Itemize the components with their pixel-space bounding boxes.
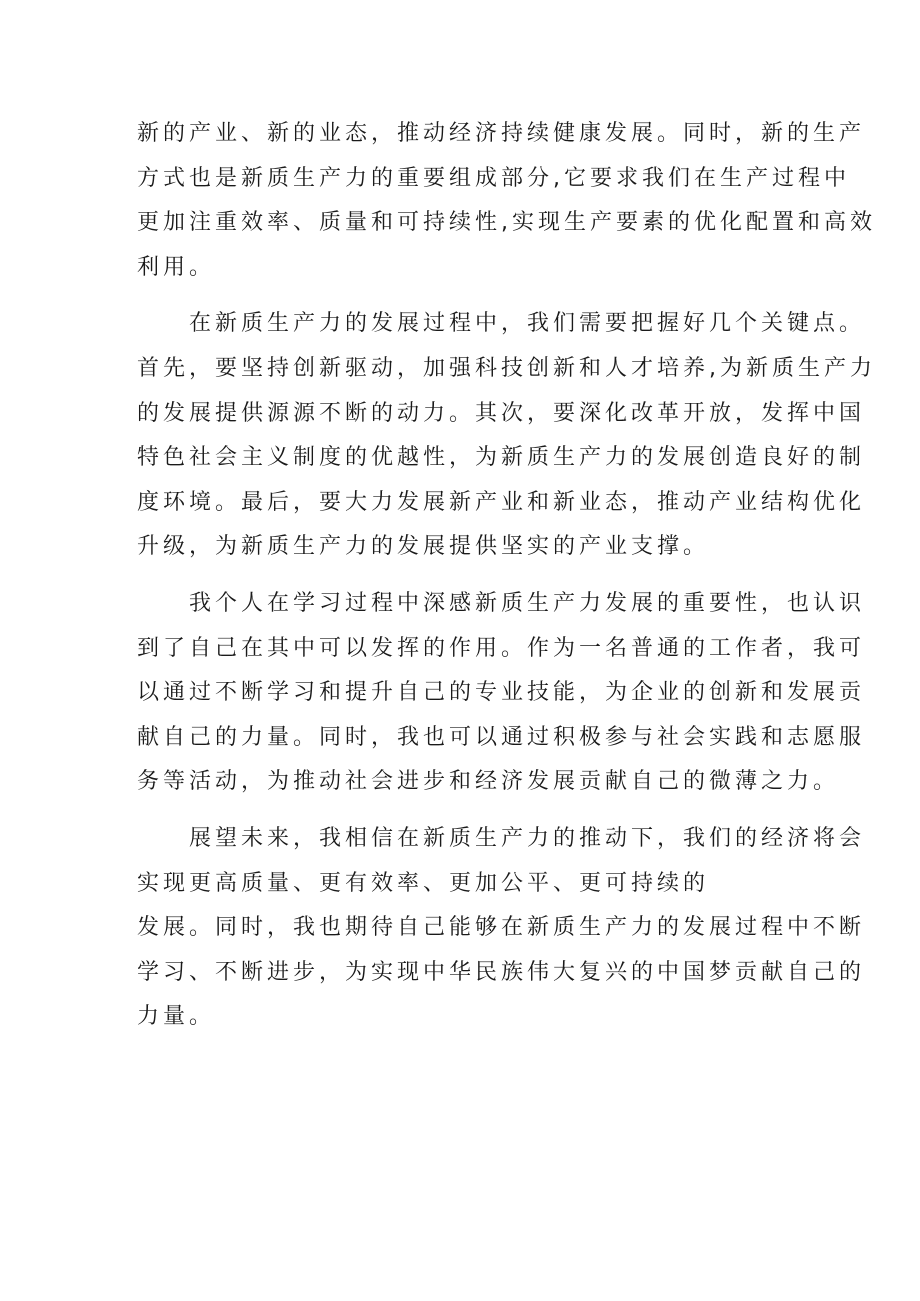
paragraph-2 <box>137 302 876 570</box>
paragraph-line: 首先，要坚持创新驱动，加强科技创新和人才培养,为新质生产力 <box>137 355 876 381</box>
paragraph-spacer <box>137 805 797 817</box>
paragraph-line: 实现更高质量、更有效率、更加公平、更可持续的 <box>137 870 710 896</box>
paragraph-line: 我个人在学习过程中深感新质生产力发展的重要性，也认识 <box>189 590 866 616</box>
paragraph-line: 务等活动，为推动社会进步和经济发展贡献自己的微薄之力。 <box>137 769 840 795</box>
paragraph-line: 发展。同时，我也期待自己能够在新质生产力的发展过程中不断 <box>137 915 866 941</box>
paragraph-line: 特色社会主义制度的优越性，为新质生产力的发展创造良好的制 <box>137 445 866 471</box>
paragraph-line: 更加注重效率、质量和可持续性,实现生产要素的优化配置和高效 <box>137 210 876 236</box>
paragraph-spacer <box>137 570 797 582</box>
paragraph-line: 的发展提供源源不断的动力。其次，要深化改革开放，发挥中国 <box>137 400 866 426</box>
paragraph-line: 方式也是新质生产力的重要组成部分,它要求我们在生产过程中 <box>137 165 850 191</box>
paragraph-4 <box>137 817 866 1040</box>
paragraph-line: 到了自己在其中可以发挥的作用。作为一名普通的工作者，我可 <box>137 635 866 661</box>
paragraph-spacer <box>137 290 797 302</box>
paragraph-line: 献自己的力量。同时，我也可以通过积极参与社会实践和志愿服 <box>137 724 866 750</box>
paragraph-1 <box>137 112 876 290</box>
paragraph-line: 利用。 <box>137 254 216 280</box>
paragraph-line: 度环境。最后，要大力发展新产业和新业态，推动产业结构优化 <box>137 489 866 515</box>
paragraph-line: 学习、不断进步，为实现中华民族伟大复兴的中国梦贡献自己的 <box>137 959 866 985</box>
paragraph-line: 新的产业、新的业态，推动经济持续健康发展。同时，新的生产 <box>137 121 866 146</box>
paragraph-3 <box>137 582 866 805</box>
paragraph-line: 力量。 <box>137 1004 216 1030</box>
paragraph-line: 在新质生产力的发展过程中，我们需要把握好几个关键点。 <box>189 311 866 337</box>
document-body <box>137 112 876 1040</box>
paragraph-line: 升级，为新质生产力的发展提供坚实的产业支撑。 <box>137 534 710 560</box>
paragraph-line: 展望未来，我相信在新质生产力的推动下，我们的经济将会 <box>189 825 866 851</box>
paragraph-line: 以通过不断学习和提升自己的专业技能，为企业的创新和发展贡 <box>137 680 866 706</box>
